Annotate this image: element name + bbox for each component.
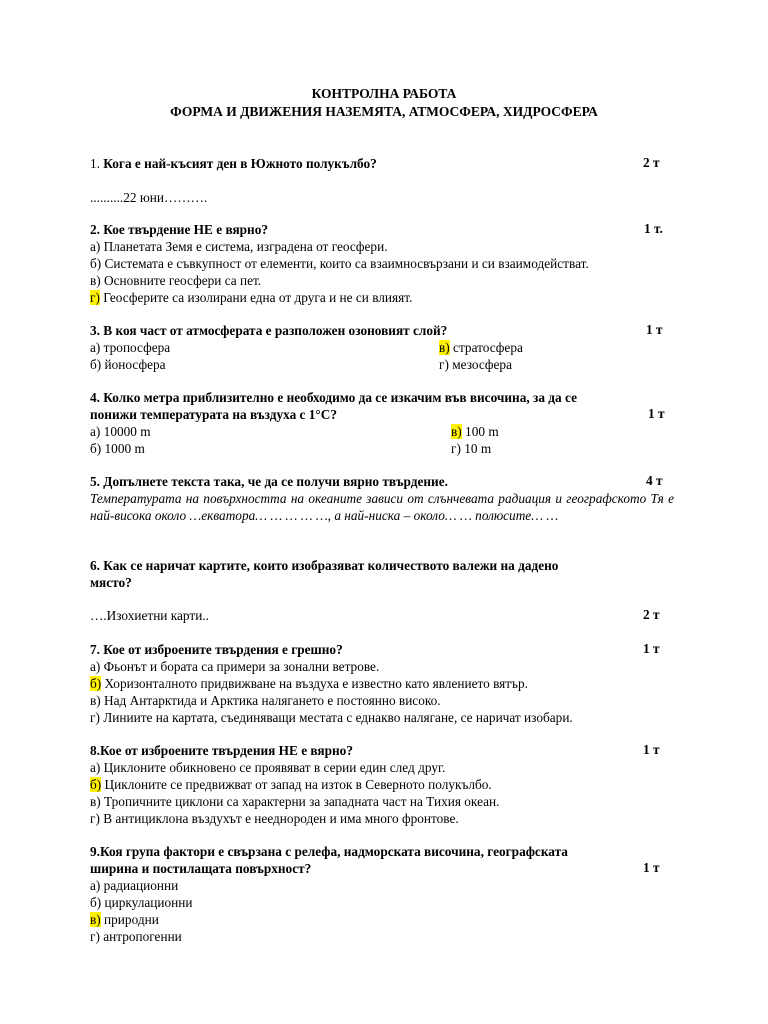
question-3-option-c [439,339,523,356]
option-text: Геосферите са изолирани една от друга и не си влияят. [99,290,413,305]
question-8-option-a [90,759,445,776]
question-5-points: 4 т [646,473,663,488]
option-marker: г) [90,710,100,725]
option-marker: а) [90,239,101,254]
question-4-points: 1 т [648,406,665,421]
option-marker: а) [90,340,101,355]
question-2-option-d [90,289,412,306]
question-6-answer: ….Изохиетни карти.. [90,608,209,623]
question-7-option-a [90,658,379,675]
option-text: В антициклона въздухът е нееднороден и има много фронтове. [99,811,459,826]
option-marker: г) [451,441,461,456]
question-2-points: 1 т. [644,221,663,236]
question-7-text: 7. Кое от изброените твърдения е грешно? [90,642,343,657]
question-1-number: 1. [90,156,104,171]
question-9-option-a [90,877,178,894]
option-text: Основните геосфери са пет. [100,273,262,288]
selected-option-marker: в) [451,424,462,439]
option-marker: г) [90,929,100,944]
option-text: 10000 m [100,424,151,439]
option-marker: а) [90,424,101,439]
option-text: 10 m [460,441,492,456]
question-2-text: 2. Кое твърдение НЕ е вярно? [90,222,268,237]
question-9-option-d [90,928,182,945]
question-3-option-b [90,356,166,373]
question-6-text-line1: 6. Как се наричат картите, които изобразяват количеството валежи на дадено [90,558,559,573]
question-8-option-c [90,793,499,810]
question-1-points: 2 т [643,155,660,170]
question-3-option-d [439,356,512,373]
option-text: йоносфера [101,357,166,372]
selected-option-marker: г) [90,290,100,305]
option-text: Планетата Земя е система, изградена от геосфери. [100,239,388,254]
option-text: тропосфера [100,340,171,355]
question-3-points: 1 т [646,322,663,337]
question-5-text: 5. Допълнете текста така, че да се получи вярно твърдение. [90,474,448,489]
selected-option-marker: б) [90,777,102,792]
option-marker: б) [90,357,102,372]
option-marker: а) [90,659,101,674]
question-6-points: 2 т [643,607,660,622]
option-marker: в) [90,693,101,708]
question-8-text: 8.Кое от изброените твърдения НЕ е вярно? [90,743,353,758]
question-2-option-b [90,255,589,272]
question-7-option-b [90,675,528,692]
question-4-option-c [451,423,499,440]
question-6-text-line2: място? [90,575,132,590]
option-text: 100 m [461,424,499,439]
question-5-answer: Температурата на повърхността на океаните зависи от слънчевата радиация и географското Тя е най-висока около …екватора… … … … …, а най-ниска – около… … полюсите… … [90,491,674,523]
question-9-option-b [90,894,193,911]
document-subtitle: ФОРМА И ДВИЖЕНИЯ НАЗЕМЯТА, АТМОСФЕРА, ХИДРОСФЕРА [170,104,598,119]
option-text: Линиите на картата, съединяващи местата с еднакво налягане, се наричат изобари. [99,710,573,725]
option-text: Фьонът и бората са примери за зонални ветрове. [100,659,380,674]
question-9-text-line1: 9.Коя група фактори е свързана с релефа, надморската височина, географската [90,844,568,859]
question-1 [90,155,377,172]
question-1-text: Кога е най-късият ден в Южното полукълбо? [103,156,377,171]
question-4-option-d [451,440,491,457]
question-8-option-b [90,776,492,793]
question-2-option-a [90,238,388,255]
option-text: 1000 m [101,441,145,456]
option-marker: г) [90,811,100,826]
option-marker: а) [90,878,101,893]
question-3-text: 3. В коя част от атмосферата е разположен озоновият слой? [90,323,448,338]
question-8-points: 1 т [643,742,660,757]
option-text: Циклоните обикновено се проявяват в серии един след друг. [100,760,446,775]
option-text: Тропичните циклони са характерни за западната част на Тихия океан. [100,794,500,809]
selected-option-marker: б) [90,676,102,691]
question-4-option-b [90,440,145,457]
question-4-option-a [90,423,151,440]
option-text: радиационни [100,878,179,893]
document-title: КОНТРОЛНА РАБОТА [311,86,457,101]
question-7-option-d [90,709,573,726]
question-7-points: 1 т [643,641,660,656]
question-8-option-d [90,810,459,827]
option-text: Хоризонталното придвижване на въздуха е известно като явлението вятър. [101,676,528,691]
question-3-option-a [90,339,170,356]
option-text: антропогенни [99,929,182,944]
question-4-text-line1: 4. Колко метра приблизително е необходимо да се изкачим във височина, за да се [90,390,577,405]
option-marker: в) [90,273,101,288]
option-marker: в) [90,794,101,809]
option-marker: б) [90,441,102,456]
option-text: природни [100,912,159,927]
option-marker: б) [90,895,102,910]
question-9-points: 1 т [643,860,660,875]
option-text: Циклоните се предвижват от запад на изток в Северното полукълбо. [101,777,492,792]
option-text: мезосфера [448,357,512,372]
option-marker: г) [439,357,449,372]
option-text: Над Антарктида и Арктика налягането е постоянно високо. [100,693,441,708]
question-9-option-c [90,911,159,928]
option-text: Системата е съвкупност от елементи, които са взаимносвързани и си взаимодействат. [101,256,589,271]
selected-option-marker: в) [90,912,101,927]
option-text: циркулационни [101,895,193,910]
question-7-option-c [90,692,441,709]
option-marker: а) [90,760,101,775]
question-1-answer: ..........22 юни………. [90,190,208,205]
option-marker: б) [90,256,102,271]
option-text: стратосфера [449,340,523,355]
question-9-text-line2: ширина и постилащата повърхност? [90,861,312,876]
question-2-option-c [90,272,261,289]
question-4-text-line2: понижи температурата на въздуха с 1°С? [90,407,337,422]
selected-option-marker: в) [439,340,450,355]
